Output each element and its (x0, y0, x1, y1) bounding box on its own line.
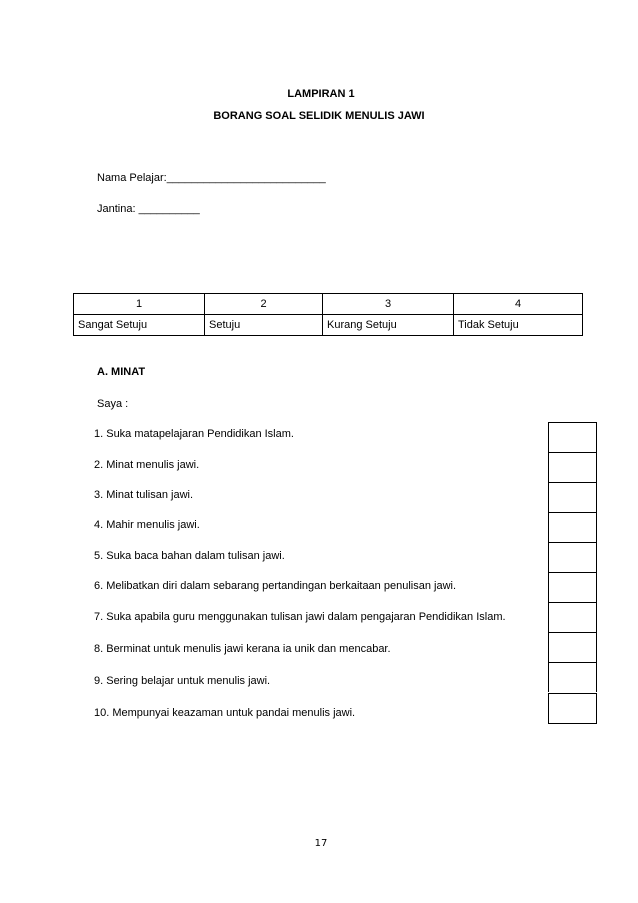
page-title: LAMPIRAN 1 (287, 88, 355, 100)
gender-field: Jantina: __________ (97, 203, 200, 215)
question-item: 7. Suka apabila guru menggunakan tulisan jawi dalam pengajaran Pendidikan Islam. (94, 611, 506, 623)
answer-box[interactable] (548, 572, 597, 602)
section-intro: Saya : (97, 398, 129, 410)
scale-label-row (74, 315, 583, 336)
answer-box[interactable] (548, 452, 597, 482)
scale-label-cell: Setuju (205, 315, 323, 336)
scale-number-cell: 3 (323, 294, 454, 315)
page-number: 17 (314, 838, 328, 849)
rating-scale-table (73, 293, 583, 336)
student-name-field: Nama Pelajar:__________________________ (97, 172, 326, 184)
question-item: 6. Melibatkan diri dalam sebarang pertandingan berkaitaan penulisan jawi. (94, 580, 457, 592)
question-item: 10. Mempunyai keazaman untuk pandai menulis jawi. (94, 707, 356, 719)
scale-number-cell: 2 (205, 294, 323, 315)
scale-label-cell: Kurang Setuju (323, 315, 454, 336)
scale-label-cell: Sangat Setuju (74, 315, 205, 336)
answer-box[interactable] (548, 482, 597, 512)
question-item: 2. Minat menulis jawi. (94, 459, 200, 471)
question-item: 4. Mahir menulis jawi. (94, 519, 200, 531)
answer-box[interactable] (548, 542, 597, 572)
answer-box[interactable] (548, 422, 597, 452)
answer-box[interactable] (548, 602, 597, 632)
answer-box[interactable] (548, 662, 597, 692)
question-item: 9. Sering belajar untuk menulis jawi. (94, 675, 271, 687)
scale-number-row (74, 294, 583, 315)
scale-number-cell: 4 (454, 294, 583, 315)
question-item: 3. Minat tulisan jawi. (94, 489, 194, 501)
answer-box[interactable] (548, 512, 597, 542)
question-item: 8. Berminat untuk menulis jawi kerana ia unik dan mencabar. (94, 643, 391, 655)
answer-box[interactable] (548, 632, 597, 662)
answer-box[interactable] (548, 693, 597, 724)
scale-number-cell: 1 (74, 294, 205, 315)
scale-label-cell: Tidak Setuju (454, 315, 583, 336)
form-title: BORANG SOAL SELIDIK MENULIS JAWI (213, 110, 425, 122)
section-title: A. MINAT (97, 366, 146, 378)
question-item: 1. Suka matapelajaran Pendidikan Islam. (94, 428, 294, 440)
question-item: 5. Suka baca bahan dalam tulisan jawi. (94, 550, 285, 562)
